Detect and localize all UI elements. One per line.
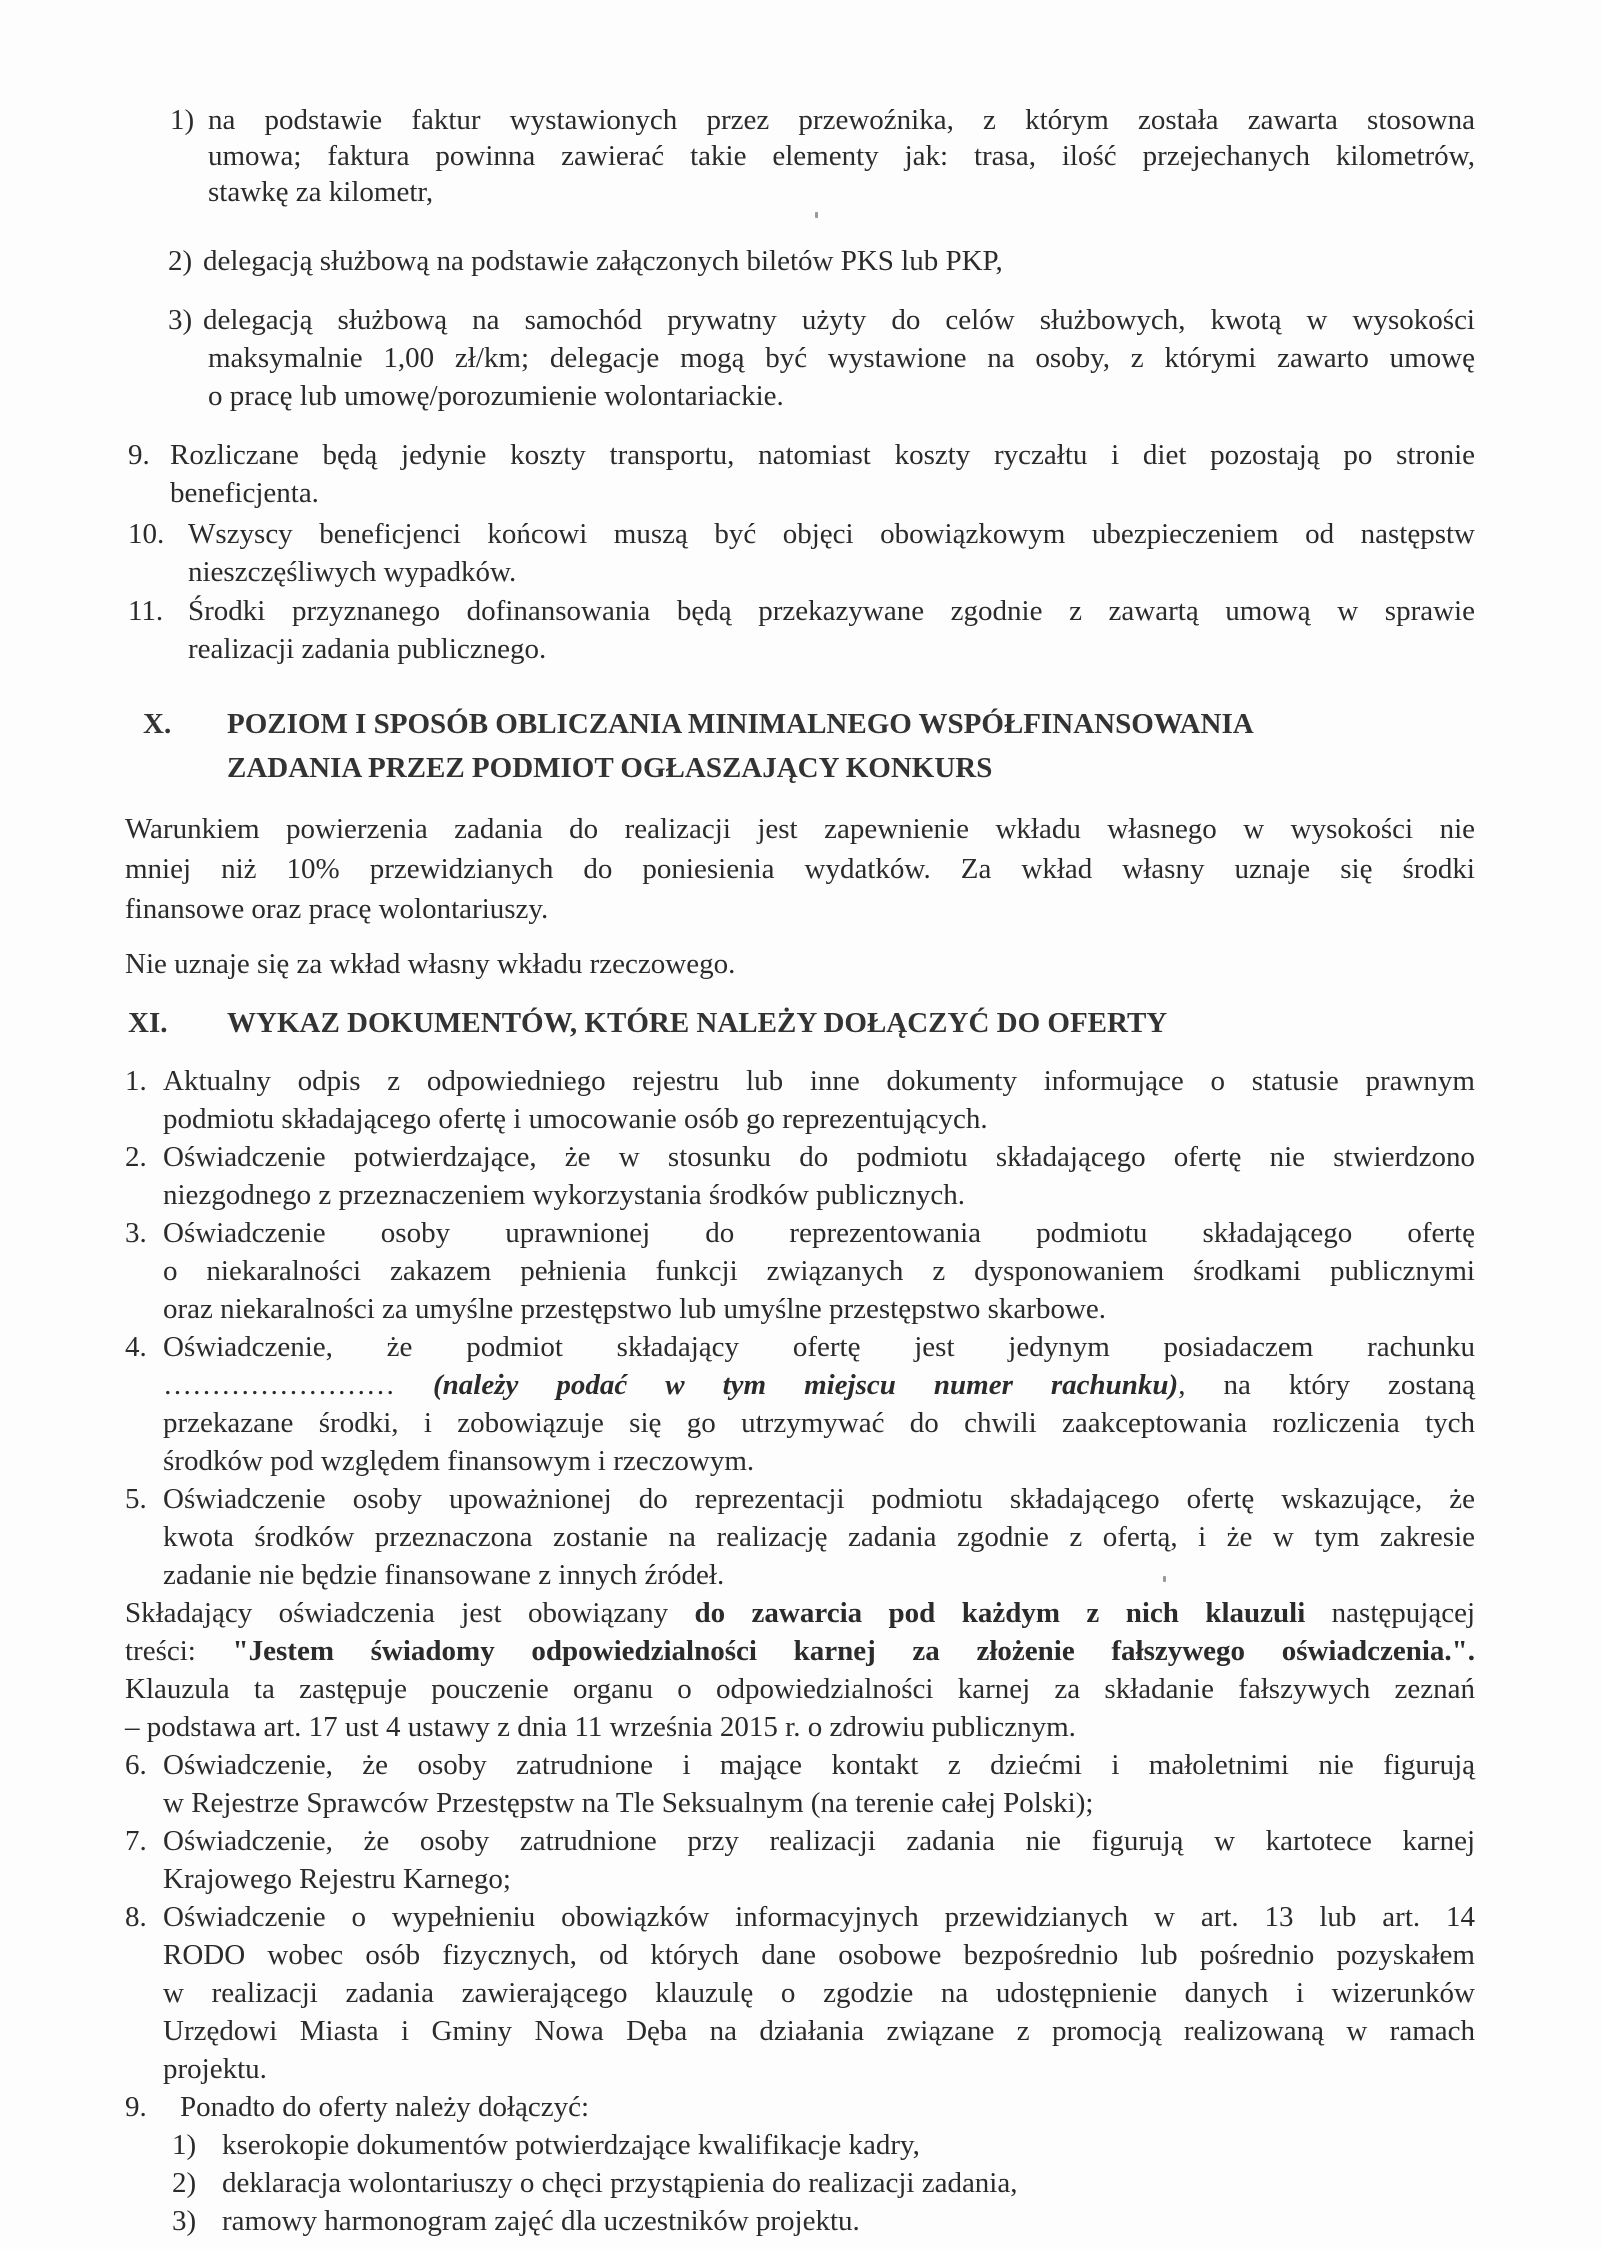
clause-line: [125, 1595, 1475, 1631]
section-title: WYKAZ DOKUMENTÓW, KTÓRE NALEŻY DOŁĄCZYĆ DO OFERTY: [227, 1007, 1168, 1039]
list-number: 10.: [128, 518, 165, 550]
list-number: 4.: [125, 1331, 147, 1363]
list-number: 2.: [125, 1141, 147, 1173]
list-item-text: środków pod względem finansowym i rzeczowym.: [163, 1445, 755, 1477]
list-number: 3.: [125, 1217, 147, 1249]
clause-line: – podstawa art. 17 ust 4 ustawy z dnia 11 września 2015 r. o zdrowiu publicznym.: [125, 1711, 1076, 1743]
list-item-text: oraz niekaralności za umyślne przestępstwo lub umyślne przestępstwo skarbowe.: [163, 1293, 1107, 1325]
list-number: 6.: [125, 1749, 147, 1781]
account-number-placeholder: ……………………: [163, 1369, 395, 1401]
list-item-text: realizacji zadania publicznego.: [188, 633, 547, 665]
list-item-text: niezgodnego z przeznaczeniem wykorzystania środków publicznych.: [163, 1179, 966, 1211]
list-item-text: umowa; faktura powinna zawierać takie elementy jak: trasa, ilość przejechanych kilometrów,: [208, 140, 1475, 172]
section-title: POZIOM I SPOSÓB OBLICZANIA MINIMALNEGO WSPÓŁFINANSOWANIA: [227, 708, 1254, 740]
list-item-text: kwota środków przeznaczona zostanie na realizację zadania zgodnie z ofertą, i że w tym zakresie: [163, 1521, 1475, 1553]
list-item-text: Krajowego Rejestru Karnego;: [163, 1863, 511, 1895]
list-item-text: beneficjenta.: [170, 477, 319, 509]
sub-list-item: deklaracja wolontariuszy o chęci przystąpienia do realizacji zadania,: [222, 2167, 1018, 2199]
list-item-text: Oświadczenie, że osoby zatrudnione przy realizacji zadania nie figurują w kartotece karnej: [163, 1825, 1475, 1857]
list-number: 3): [168, 304, 193, 336]
sub-list-number: 2): [172, 2167, 197, 2199]
list-item-text: Środki przyznanego dofinansowania będą przekazywane zgodnie z zawartą umową w sprawie: [188, 595, 1475, 627]
list-item-text: na podstawie faktur wystawionych przez przewoźnika, z którym została zawarta stosowna: [208, 104, 1475, 136]
list-item-text: Ponadto do oferty należy dołączyć:: [180, 2091, 590, 2123]
list-item-text: [163, 1367, 1475, 1403]
clause-quote: "Jestem świadomy odpowiedzialności karnej za złożenie fałszywego oświadczenia.".: [232, 1635, 1476, 1667]
list-item-text: Aktualny odpis z odpowiedniego rejestru lub inne dokumenty informujące o statusie prawnym: [163, 1065, 1475, 1097]
list-item-text: , na który zostaną: [1178, 1369, 1475, 1401]
sub-list-item: ramowy harmonogram zajęć dla uczestników projektu.: [222, 2205, 860, 2237]
list-item-text: Oświadczenie o wypełnieniu obowiązków informacyjnych przewidzianych w art. 13 lub art. 14: [163, 1901, 1475, 1933]
list-number: 1): [170, 104, 195, 136]
list-item-text: Oświadczenie, że podmiot składający ofertę jest jedynym posiadaczem rachunku: [163, 1331, 1475, 1363]
sub-list-number: 3): [172, 2205, 197, 2237]
list-item-text: Rozliczane będą jedynie koszty transportu, natomiast koszty ryczałtu i diet pozostają po stronie: [170, 439, 1475, 471]
list-item-text: nieszczęśliwych wypadków.: [188, 556, 517, 588]
list-item-text: podmiotu składającego ofertę i umocowanie osób go reprezentujących.: [163, 1103, 988, 1135]
clause-text: Składający oświadczenia jest obowiązany: [125, 1597, 695, 1629]
scan-speck: [815, 212, 818, 218]
list-item-text: delegacją służbową na podstawie załączonych biletów PKS lub PKP,: [203, 245, 1003, 277]
section-title: ZADANIA PRZEZ PODMIOT OGŁASZAJĄCY KONKURS: [227, 752, 993, 784]
paragraph: Nie uznaje się za wkład własny wkładu rzeczowego.: [125, 948, 736, 980]
list-item-text: zadanie nie będzie finansowane z innych źródeł.: [163, 1559, 725, 1591]
paragraph-line: mniej niż 10% przewidzianych do poniesienia wydatków. Za wkład własny uznaje się środki: [125, 853, 1475, 885]
clause-text: następującej: [1305, 1597, 1475, 1629]
list-item-text: Oświadczenie osoby uprawnionej do reprezentowania podmiotu składającego ofertę: [163, 1217, 1475, 1249]
clause-line: Klauzula ta zastępuje pouczenie organu o odpowiedzialności karnej za składanie fałszywych zeznań: [125, 1673, 1475, 1705]
list-item-text: Urzędowi Miasta i Gminy Nowa Dęba na działania związane z promocją realizowaną w ramach: [163, 2015, 1475, 2047]
list-number: 7.: [125, 1825, 147, 1857]
list-item-text: Oświadczenie osoby upoważnionej do reprezentacji podmiotu składającego ofertę wskazujące, że: [163, 1483, 1475, 1515]
list-number: 9.: [125, 2091, 147, 2123]
list-item-text: Oświadczenie, że osoby zatrudnione i mające kontakt z dziećmi i małoletnimi nie figurują: [163, 1749, 1475, 1781]
list-item-text: Oświadczenie potwierdzające, że w stosunku do podmiotu składającego ofertę nie stwierdzono: [163, 1141, 1475, 1173]
clause-bold-text: do zawarcia pod każdym z nich klauzuli: [694, 1597, 1306, 1629]
section-number: X.: [143, 708, 172, 740]
list-number: 1.: [125, 1065, 147, 1097]
sub-list-item: kserokopie dokumentów potwierdzające kwalifikacje kadry,: [222, 2129, 920, 2161]
list-item-text: stawkę za kilometr,: [208, 176, 434, 208]
paragraph-line: Warunkiem powierzenia zadania do realizacji jest zapewnienie wkładu własnego w wysokości nie: [125, 813, 1475, 845]
list-item-text: o pracę lub umowę/porozumienie wolontariackie.: [208, 380, 784, 412]
list-item-text: w realizacji zadania zawierającego klauzulę o zgodzie na udostępnienie danych i wizerunków: [163, 1977, 1475, 2009]
list-item-text: Wszyscy beneficjenci końcowi muszą być objęci obowiązkowym ubezpieczeniem od następstw: [188, 518, 1475, 550]
account-number-note: (należy podać w tym miejscu numer rachunku): [433, 1369, 1179, 1401]
list-item-text: delegacją służbową na samochód prywatny użyty do celów służbowych, kwotą w wysokości: [203, 304, 1475, 336]
paragraph-line: finansowe oraz pracę wolontariuszy.: [125, 893, 549, 925]
scan-speck: [1163, 1576, 1166, 1582]
list-number: 11.: [128, 595, 164, 627]
list-number: 5.: [125, 1483, 147, 1515]
list-number: 8.: [125, 1901, 147, 1933]
list-item-text: w Rejestrze Sprawców Przestępstw na Tle Seksualnym (na terenie całej Polski);: [163, 1787, 1094, 1819]
clause-line: [125, 1633, 1475, 1669]
list-item-text: projektu.: [163, 2053, 267, 2085]
section-number: XI.: [128, 1007, 168, 1039]
list-item-text: o niekaralności zakazem pełnienia funkcji związanych z dysponowaniem środkami publicznymi: [163, 1255, 1475, 1287]
clause-text: treści:: [125, 1635, 233, 1667]
list-number: 2): [168, 245, 193, 277]
list-item-text: RODO wobec osób fizycznych, od których dane osobowe bezpośrednio lub pośrednio pozyskałem: [163, 1939, 1475, 1971]
list-item-text: maksymalnie 1,00 zł/km; delegacje mogą być wystawione na osoby, z którymi zawarto umowę: [208, 342, 1475, 374]
sub-list-number: 1): [172, 2129, 197, 2161]
list-number: 9.: [128, 439, 150, 471]
list-item-text: przekazane środki, i zobowiązuje się go utrzymywać do chwili zaakceptowania rozliczenia tych: [163, 1407, 1475, 1439]
